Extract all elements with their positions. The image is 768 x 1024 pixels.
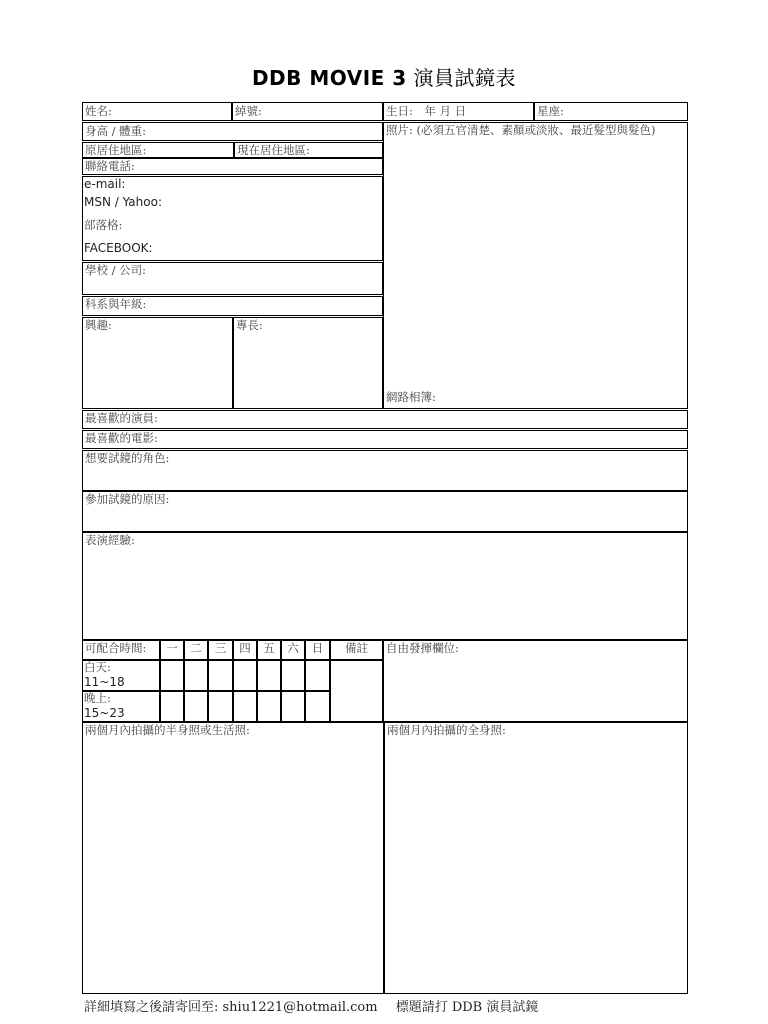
availability-daytime-sun[interactable] — [305, 660, 330, 691]
availability-daytime-mon[interactable] — [160, 660, 184, 691]
availability-day-sun-label: 日 — [311, 641, 324, 655]
footer-subject: 標題請打 DDB 演員試鏡 — [395, 1000, 539, 1015]
favorite-actor-label: 最喜歡的演員: — [85, 411, 158, 425]
availability-day-tue-label: 二 — [190, 641, 202, 655]
name-label: 姓名: — [85, 104, 112, 118]
availability-night-hours: 15~23 — [84, 706, 125, 720]
availability-night-thu[interactable] — [233, 691, 257, 722]
availability-night-wed[interactable] — [208, 691, 233, 722]
half-body-photo-label: 兩個月內拍攝的半身照或生活照: — [85, 723, 250, 737]
desired-role-label: 想要試鏡的角色: — [85, 451, 170, 465]
availability-remarks-label: 備註 — [345, 641, 368, 655]
height-weight-label: 身高 / 體重: — [85, 124, 147, 138]
hometown-label: 原居住地區: — [85, 143, 147, 157]
experience-cell[interactable] — [82, 532, 688, 640]
favorite-movie-label: 最喜歡的電影: — [85, 431, 158, 445]
form-title — [0, 62, 768, 91]
facebook-label: FACEBOOK: — [84, 241, 153, 255]
photo-cell[interactable] — [383, 122, 688, 409]
email-label: e-mail: — [84, 177, 126, 191]
favorite-movie-cell[interactable] — [82, 430, 688, 449]
footer-note — [84, 996, 552, 1015]
footer-instruction: 詳細填寫之後請寄回至: shiu1221@hotmail.com — [84, 1000, 378, 1015]
blog-label: 部落格: — [84, 218, 123, 232]
availability-night-tue[interactable] — [184, 691, 208, 722]
birthday-label: 生日: 年 月 日 — [386, 104, 467, 118]
availability-night-sat[interactable] — [281, 691, 305, 722]
availability-night-label: 晚上: — [84, 691, 111, 705]
favorite-actor-cell[interactable] — [82, 410, 688, 429]
availability-day-wed-label: 三 — [214, 641, 227, 655]
department-grade-label: 科系與年級: — [85, 297, 147, 311]
desired-role-cell[interactable] — [82, 450, 688, 491]
photo-note-label: 照片: (必須五官清楚、素顏或淡妝、最近髮型與髮色) — [386, 123, 656, 137]
zodiac-label: 星座: — [537, 104, 564, 118]
reason-label: 參加試鏡的原因: — [85, 492, 170, 506]
availability-day-mon-label: 一 — [166, 641, 178, 655]
skills-label: 專長: — [236, 318, 263, 332]
phone-label: 聯絡電話: — [85, 159, 135, 173]
full-body-photo-cell[interactable] — [384, 722, 688, 994]
availability-night-sun[interactable] — [305, 691, 330, 722]
availability-daytime-sat[interactable] — [281, 660, 305, 691]
form-title-chinese: 演員試鏡表 — [413, 66, 517, 90]
availability-night-mon[interactable] — [160, 691, 184, 722]
availability-day-fri-label: 五 — [263, 641, 275, 655]
form-title-english: DDB MOVIE 3 — [251, 66, 407, 90]
nickname-label: 綽號: — [235, 104, 262, 118]
availability-day-sat-label: 六 — [287, 641, 299, 655]
reason-cell[interactable] — [82, 491, 688, 532]
experience-label: 表演經驗: — [85, 533, 135, 547]
availability-night-fri[interactable] — [257, 691, 281, 722]
availability-header-label: 可配合時間: — [85, 641, 147, 655]
availability-daytime-tue[interactable] — [184, 660, 208, 691]
availability-daytime-wed[interactable] — [208, 660, 233, 691]
hobbies-label: 興趣: — [85, 318, 112, 332]
availability-daytime-hours: 11~18 — [84, 675, 125, 689]
web-album-label: 網路相簿: — [386, 390, 436, 404]
availability-remarks-cell[interactable] — [330, 660, 383, 722]
availability-daytime-fri[interactable] — [257, 660, 281, 691]
full-body-photo-label: 兩個月內拍攝的全身照: — [387, 723, 506, 737]
free-field-label: 自由發揮欄位: — [386, 641, 459, 655]
half-body-photo-cell[interactable] — [82, 722, 384, 994]
school-company-label: 學校 / 公司: — [85, 263, 147, 277]
availability-daytime-thu[interactable] — [233, 660, 257, 691]
availability-day-thu-label: 四 — [239, 641, 251, 655]
availability-daytime-label: 白天: — [84, 660, 111, 674]
msn-yahoo-label: MSN / Yahoo: — [84, 195, 162, 209]
current-residence-label: 現在居住地區: — [237, 143, 310, 157]
